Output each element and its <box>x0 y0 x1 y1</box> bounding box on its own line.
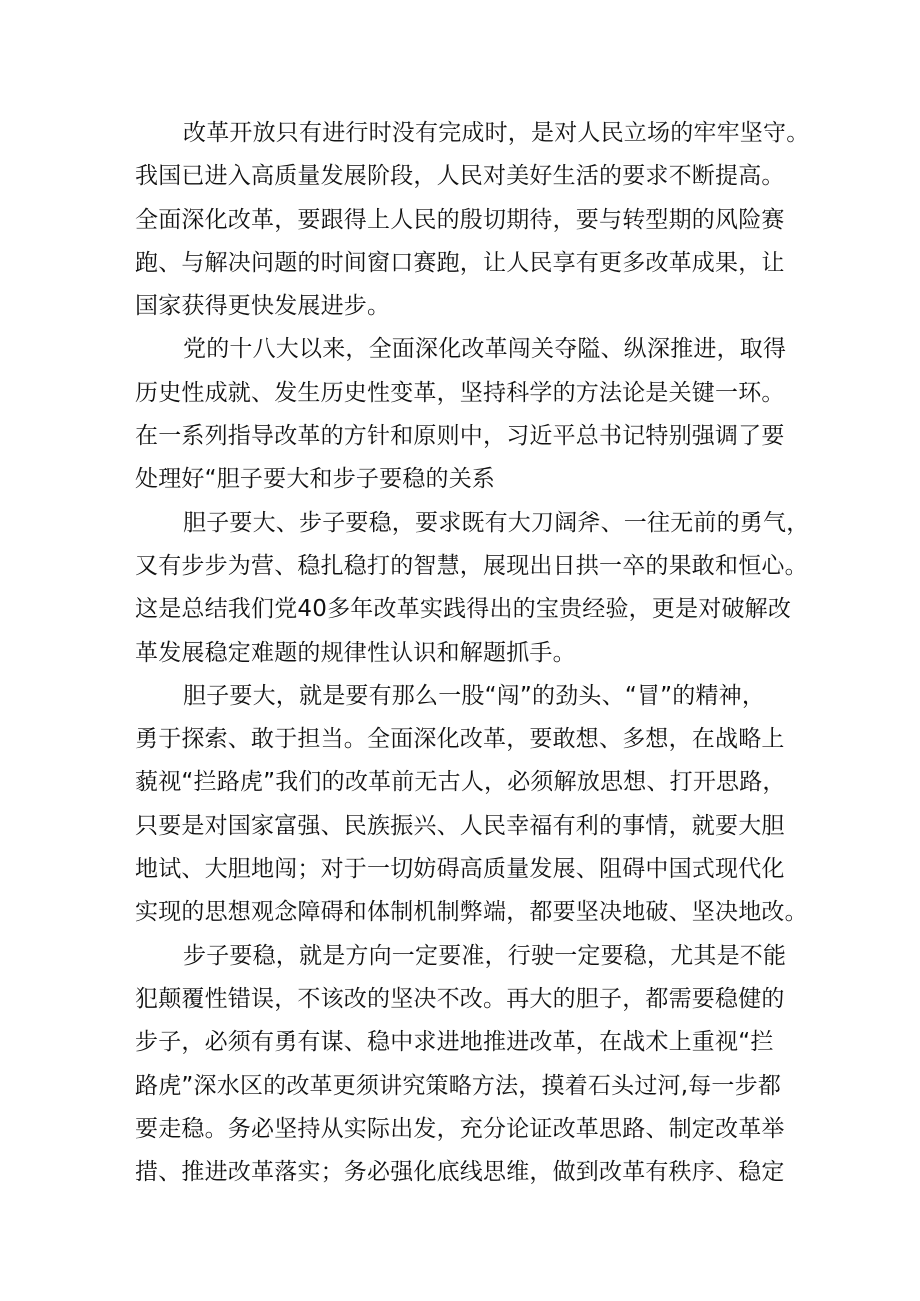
text-line: 国家获得更快发展进步。 <box>135 293 391 320</box>
text-line: 犯颠覆性错误，不该改的坚决不改。再大的胆子，都需要稳健的 <box>135 985 785 1012</box>
text-line: 勇于探索、敢于担当。全面深化改革，要敢想、多想，在战略上 <box>135 726 785 753</box>
paragraph <box>135 112 810 328</box>
text-line: 胆子要大、步子要稳，要求既有大刀阔斧、一往无前的勇气， <box>183 509 810 536</box>
text-line: 历史性成就、发生历史性变革，坚持科学的方法论是关键一环。 <box>135 379 785 406</box>
text-line: 在一系列指导改革的方针和原则中，习近平总书记特别强调了要 <box>135 423 785 450</box>
text-line: 措、推进改革落实；务必强化底线思维，做到改革有秩序、稳定 <box>135 1159 785 1186</box>
text-line: 实现的思想观念障碍和体制机制弊端，都要坚决地破、坚决地改。 <box>135 899 808 926</box>
text-line: 党的十八大以来，全面深化改革闯关夺隘、纵深推进，取得 <box>183 336 787 363</box>
text-line: 步子，必须有勇有谋、稳中求进地推进改革，在战术上重视“拦 <box>135 1029 774 1056</box>
text-line: 改革开放只有进行时没有完成时，是对人民立场的牢牢坚守。 <box>183 120 810 146</box>
paragraph <box>135 502 810 675</box>
text-line: 地试、大胆地闯；对于一切妨碍高质量发展、阻碍中国式现代化 <box>135 856 785 883</box>
paragraph <box>135 328 802 501</box>
text-line: 全面深化改革，要跟得上人民的殷切期待，要与转型期的风险赛 <box>135 206 785 233</box>
paragraph <box>135 935 802 1195</box>
text-line: 革发展稳定难题的规律性认识和解题抓手。 <box>135 639 576 666</box>
text-line: 胆子要大，就是要有那么一股“闯”的劲头、“冒”的精神， <box>183 682 766 709</box>
text-line: 路虎”深水区的改革更须讲究策略方法，摸着石头过河,每一步都 <box>135 1072 782 1099</box>
text-line: 只要是对国家富强、民族振兴、人民幸福有利的事情，就要大胆 <box>135 812 785 839</box>
text-line: 又有步步为营、稳扎稳打的智慧，展现出日拱一卒的果敢和恒心。 <box>135 552 808 579</box>
text-line: 这是总结我们党40多年改革实践得出的宝贵经验，更是对破解改 <box>135 596 792 623</box>
text-line: 我国已进入高质量发展阶段，人民对美好生活的要求不断提高。 <box>135 163 785 190</box>
text-line: 处理好“胆子要大和步子要稳的关系 <box>135 466 496 493</box>
document-body <box>135 112 810 1194</box>
text-line: 要走稳。务必坚持从实际出发，充分论证改革思路、制定改革举 <box>135 1115 785 1142</box>
text-line: 跑、与解决问题的时间窗口赛跑，让人民享有更多改革成果，让 <box>135 249 785 276</box>
text-line: 藐视“拦路虎”我们的改革前无古人，必须解放思想、打开思路， <box>135 769 786 796</box>
text-line: 步子要稳，就是方向一定要准，行驶一定要稳，尤其是不能 <box>183 942 787 969</box>
paragraph <box>135 675 808 935</box>
